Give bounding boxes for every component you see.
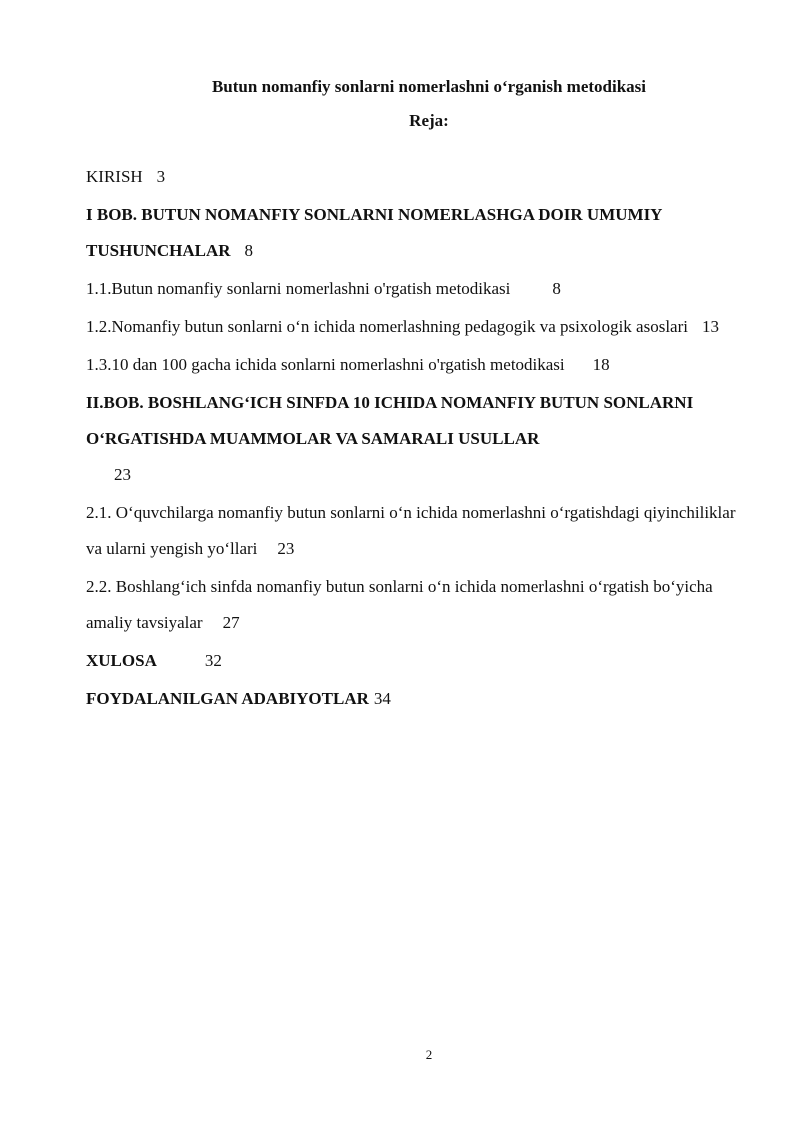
toc-entry-page: 18 <box>592 355 610 374</box>
toc-entry-text: KIRISH <box>86 167 143 186</box>
toc-entry-text: I BOB. BUTUN NOMANFIY SONLARNI NOMERLASHGA DOIR UMUMIY TUSHUNCHALAR <box>86 205 662 260</box>
toc-entry-page: 8 <box>552 279 561 298</box>
toc-entry-text: 1.3.10 dan 100 gacha ichida sonlarni nomerlashni o'rgatish metodikasi <box>86 355 565 374</box>
toc-entry-text: 2.1. O‘quvchilarga nomanfiy butun sonlarni o‘n ichida nomerlashni o‘rgatishdagi qiyinchiliklar va ularni yengish yo‘llari <box>86 503 736 558</box>
toc-entry-text: XULOSA <box>86 651 157 670</box>
plan-heading: Reja: <box>409 111 449 130</box>
toc-entry-page: 13 <box>701 317 719 336</box>
toc-entry-page: 3 <box>156 167 166 186</box>
toc-entry-text: II.BOB. BOSHLANG‘ICH SINFDA 10 ICHIDA NOMANFIY BUTUN SONLARNI O‘RGATISHDA MUAMMOLAR VA SAMARALI USULLAR <box>86 393 694 448</box>
toc-entry-page: 27 <box>222 613 240 632</box>
toc-entry-1-3 <box>86 347 736 383</box>
table-of-contents <box>86 159 736 717</box>
toc-entry-1-2 <box>86 309 736 345</box>
toc-entry-page: 34 <box>373 689 391 708</box>
toc-entry-text: FOYDALANILGAN ADABIYOTLAR <box>86 689 369 708</box>
toc-entry-text: 2.2. Boshlang‘ich sinfda nomanfiy butun sonlarni o‘n ichida nomerlashni o‘rgatish bo‘yicha amaliy tavsiyalar <box>86 577 713 632</box>
toc-entry-references <box>86 681 736 717</box>
toc-entry-page: 8 <box>244 241 254 260</box>
document-title: Butun nomanfiy sonlarni nomerlashni o‘rganish metodikasi <box>211 77 647 96</box>
toc-entry-page: 32 <box>204 651 222 670</box>
toc-entry-xulosa <box>86 643 736 679</box>
toc-entry-1-1 <box>86 271 736 307</box>
toc-entry-text: 1.2.Nomanfiy butun sonlarni o‘n ichida nomerlashning pedagogik va psixologik asoslari <box>86 317 688 336</box>
page-number: 2 <box>425 1047 433 1062</box>
toc-entry-page: 23 <box>277 539 295 558</box>
toc-entry-chapter-1 <box>86 197 736 269</box>
toc-entry-kirish <box>86 159 736 195</box>
toc-entry-text: 1.1.Butun nomanfiy sonlarni nomerlashni o'rgatish metodikasi <box>86 279 511 298</box>
toc-entry-page: 23 <box>114 465 131 484</box>
toc-entry-chapter-2 <box>86 385 736 493</box>
toc-entry-2-1 <box>86 495 736 567</box>
toc-entry-2-2 <box>86 569 736 641</box>
